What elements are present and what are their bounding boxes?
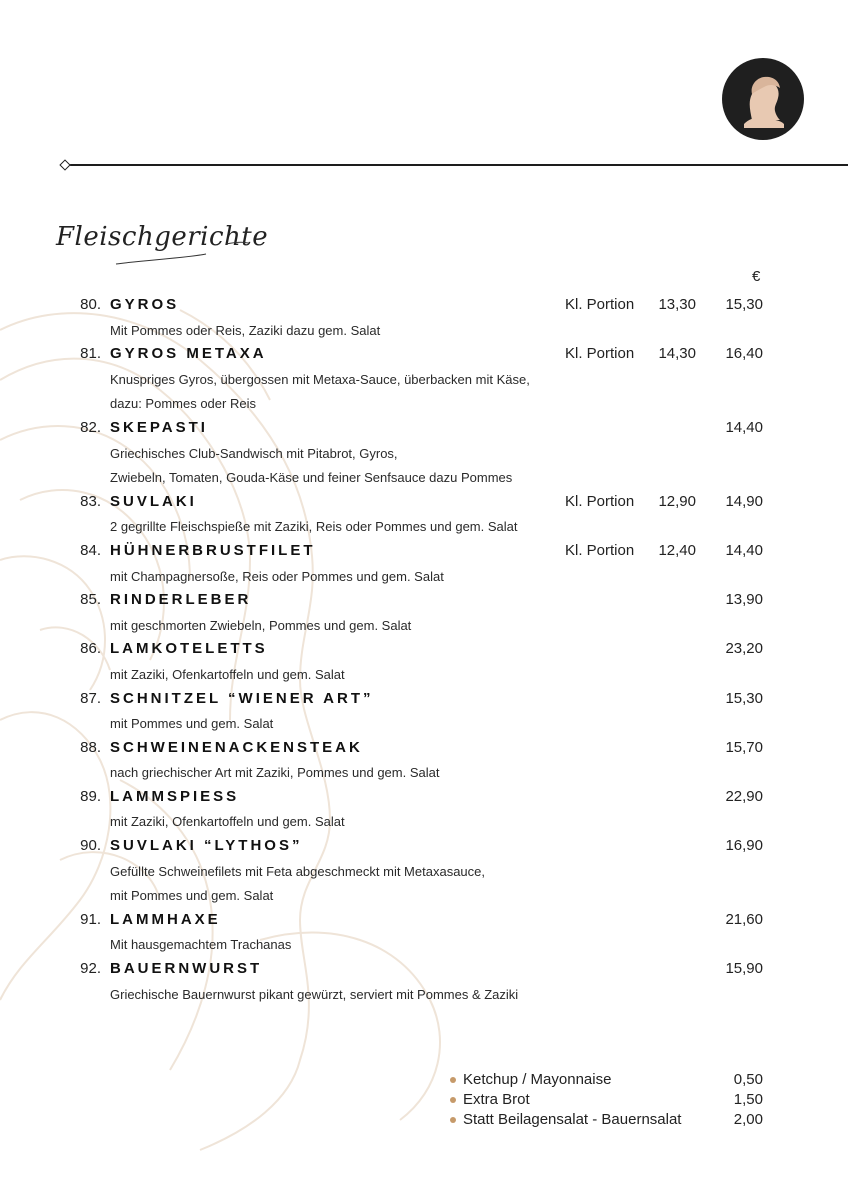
item-number: 86. xyxy=(80,640,101,658)
item-description-line xyxy=(0,859,848,884)
item-number: 84. xyxy=(80,541,101,559)
item-number: 85. xyxy=(80,591,101,609)
item-description-line xyxy=(0,760,848,785)
item-description-line xyxy=(0,932,848,957)
item-name: SCHWEINENACKENSTEAK xyxy=(110,738,363,756)
item-description: mit Zaziki, Ofenkartoffeln und gem. Salat xyxy=(110,814,345,830)
item-name: SCHNITZEL “WIENER ART” xyxy=(110,689,374,707)
small-portion-price: 13,30 xyxy=(658,296,696,313)
menu-item-row xyxy=(0,834,848,859)
extra-label: Statt Beilagensalat - Bauernsalat xyxy=(463,1111,682,1128)
item-description: mit geschmorten Zwiebeln, Pommes und gem. Salat xyxy=(110,617,412,633)
small-portion-label: Kl. Portion xyxy=(565,541,635,559)
small-portion-price: 12,40 xyxy=(658,541,696,559)
menu-item xyxy=(0,539,848,588)
item-number: 87. xyxy=(80,689,101,707)
item-price: 14,40 xyxy=(725,541,763,559)
extra-label: Extra Brot xyxy=(463,1091,530,1108)
item-description-line xyxy=(0,391,848,416)
item-price: 14,40 xyxy=(725,418,763,436)
menu-item-row xyxy=(0,736,848,761)
item-description-line xyxy=(0,662,848,687)
item-number: 83. xyxy=(80,492,101,510)
bust-icon xyxy=(722,58,804,140)
item-price: 16,40 xyxy=(725,345,763,363)
menu-item xyxy=(0,637,848,686)
item-description: Mit Pommes oder Reis, Zaziki dazu gem. Salat xyxy=(110,322,381,338)
item-price: 23,20 xyxy=(725,640,763,658)
extra-item xyxy=(450,1070,770,1090)
item-name: LAMMHAXE xyxy=(110,910,221,928)
menu-item-row xyxy=(0,908,848,933)
section-title: Fleischgerichte xyxy=(56,222,269,252)
item-price: 15,30 xyxy=(725,296,763,313)
small-portion-price: 14,30 xyxy=(658,345,696,363)
menu-item xyxy=(0,490,848,539)
item-name: LAMKOTELETTS xyxy=(110,640,268,658)
menu-item xyxy=(0,342,848,416)
item-price: 22,90 xyxy=(725,787,763,805)
item-price: 15,70 xyxy=(725,738,763,756)
menu-item-row xyxy=(0,293,848,318)
menu-item-row xyxy=(0,539,848,564)
item-number: 82. xyxy=(80,418,101,436)
item-name: SUVLAKI xyxy=(110,492,197,510)
menu-item xyxy=(0,687,848,736)
item-description: Zwiebeln, Tomaten, Gouda-Käse und feiner Senfsauce dazu Pommes xyxy=(110,470,513,486)
item-description: Griechisches Club-Sandwisch mit Pitabrot, Gyros, xyxy=(110,445,398,461)
extra-price: 0,50 xyxy=(733,1071,763,1088)
item-description: mit Zaziki, Ofenkartoffeln und gem. Salat xyxy=(110,666,345,682)
item-description-line xyxy=(0,809,848,834)
item-price: 16,90 xyxy=(725,837,763,855)
currency-label: € xyxy=(752,268,761,285)
item-description-line xyxy=(0,465,848,490)
extra-price: 1,50 xyxy=(733,1091,763,1108)
extra-price: 2,00 xyxy=(733,1111,763,1128)
item-number: 88. xyxy=(80,738,101,756)
item-name: BAUERNWURST xyxy=(110,960,263,978)
dot-bullet-icon xyxy=(450,1097,456,1103)
dot-bullet-icon xyxy=(450,1077,456,1083)
item-name: RINDERLEBER xyxy=(110,591,252,609)
item-description-line xyxy=(0,883,848,908)
item-description: Gefüllte Schweinefilets mit Feta abgeschmeckt mit Metaxasauce, xyxy=(110,863,485,879)
menu-item xyxy=(0,785,848,834)
menu-list xyxy=(0,293,848,1006)
item-price: 15,30 xyxy=(725,689,763,707)
item-number: 89. xyxy=(80,787,101,805)
item-name: GYROS xyxy=(110,296,180,313)
item-number: 90. xyxy=(80,837,101,855)
menu-item-row xyxy=(0,687,848,712)
item-description: dazu: Pommes oder Reis xyxy=(110,396,256,412)
small-portion-label: Kl. Portion xyxy=(565,296,635,313)
item-description: mit Champagnersoße, Reis oder Pommes und gem. Salat xyxy=(110,568,444,584)
extra-item xyxy=(450,1110,770,1130)
item-number: 81. xyxy=(80,345,101,363)
item-name: HÜHNERBRUSTFILET xyxy=(110,541,316,559)
menu-item xyxy=(0,736,848,785)
item-description-line xyxy=(0,982,848,1007)
item-price: 13,90 xyxy=(725,591,763,609)
menu-item xyxy=(0,293,848,342)
menu-item-row xyxy=(0,785,848,810)
item-description: Knuspriges Gyros, übergossen mit Metaxa-Sauce, überbacken mit Käse, xyxy=(110,371,530,387)
small-portion-label: Kl. Portion xyxy=(565,345,635,363)
item-description: nach griechischer Art mit Zaziki, Pommes und gem. Salat xyxy=(110,765,440,781)
item-number: 92. xyxy=(80,960,101,978)
menu-item xyxy=(0,957,848,1006)
small-portion-price: 12,90 xyxy=(658,492,696,510)
menu-item xyxy=(0,834,848,908)
item-description-line xyxy=(0,367,848,392)
extra-label: Ketchup / Mayonnaise xyxy=(463,1071,612,1088)
menu-item-row xyxy=(0,490,848,515)
menu-item-row xyxy=(0,957,848,982)
item-description: mit Pommes und gem. Salat xyxy=(110,888,274,904)
header-divider xyxy=(64,164,848,166)
item-name: GYROS METAXA xyxy=(110,345,267,363)
item-description-line xyxy=(0,318,848,343)
divider-diamond-ornament xyxy=(59,159,70,170)
item-price: 21,60 xyxy=(725,910,763,928)
extras-list xyxy=(450,1070,770,1130)
menu-item-row xyxy=(0,416,848,441)
item-name: SKEPASTI xyxy=(110,418,208,436)
item-description: Griechische Bauernwurst pikant gewürzt, serviert mit Pommes & Zaziki xyxy=(110,986,519,1002)
item-description-line xyxy=(0,711,848,736)
menu-item xyxy=(0,588,848,637)
item-description-line xyxy=(0,441,848,466)
item-number: 80. xyxy=(80,296,101,313)
item-number: 91. xyxy=(80,910,101,928)
item-price: 14,90 xyxy=(725,492,763,510)
item-description: Mit hausgemachtem Trachanas xyxy=(110,937,292,953)
dot-bullet-icon xyxy=(450,1117,456,1123)
title-flourish-ornament xyxy=(56,230,256,270)
greek-bust-logo xyxy=(722,58,804,140)
extra-item xyxy=(450,1090,770,1110)
menu-item-row xyxy=(0,588,848,613)
item-description: mit Pommes und gem. Salat xyxy=(110,716,274,732)
item-description-line xyxy=(0,564,848,589)
item-description-line xyxy=(0,613,848,638)
item-description-line xyxy=(0,514,848,539)
menu-item-row xyxy=(0,342,848,367)
item-name: LAMMSPIESS xyxy=(110,787,240,805)
menu-item xyxy=(0,416,848,490)
menu-item xyxy=(0,908,848,957)
small-portion-label: Kl. Portion xyxy=(565,492,635,510)
item-price: 15,90 xyxy=(725,960,763,978)
menu-item-row xyxy=(0,637,848,662)
item-name: SUVLAKI “LYTHOS” xyxy=(110,837,303,855)
item-description: 2 gegrillte Fleischspieße mit Zaziki, Reis oder Pommes und gem. Salat xyxy=(110,519,518,535)
